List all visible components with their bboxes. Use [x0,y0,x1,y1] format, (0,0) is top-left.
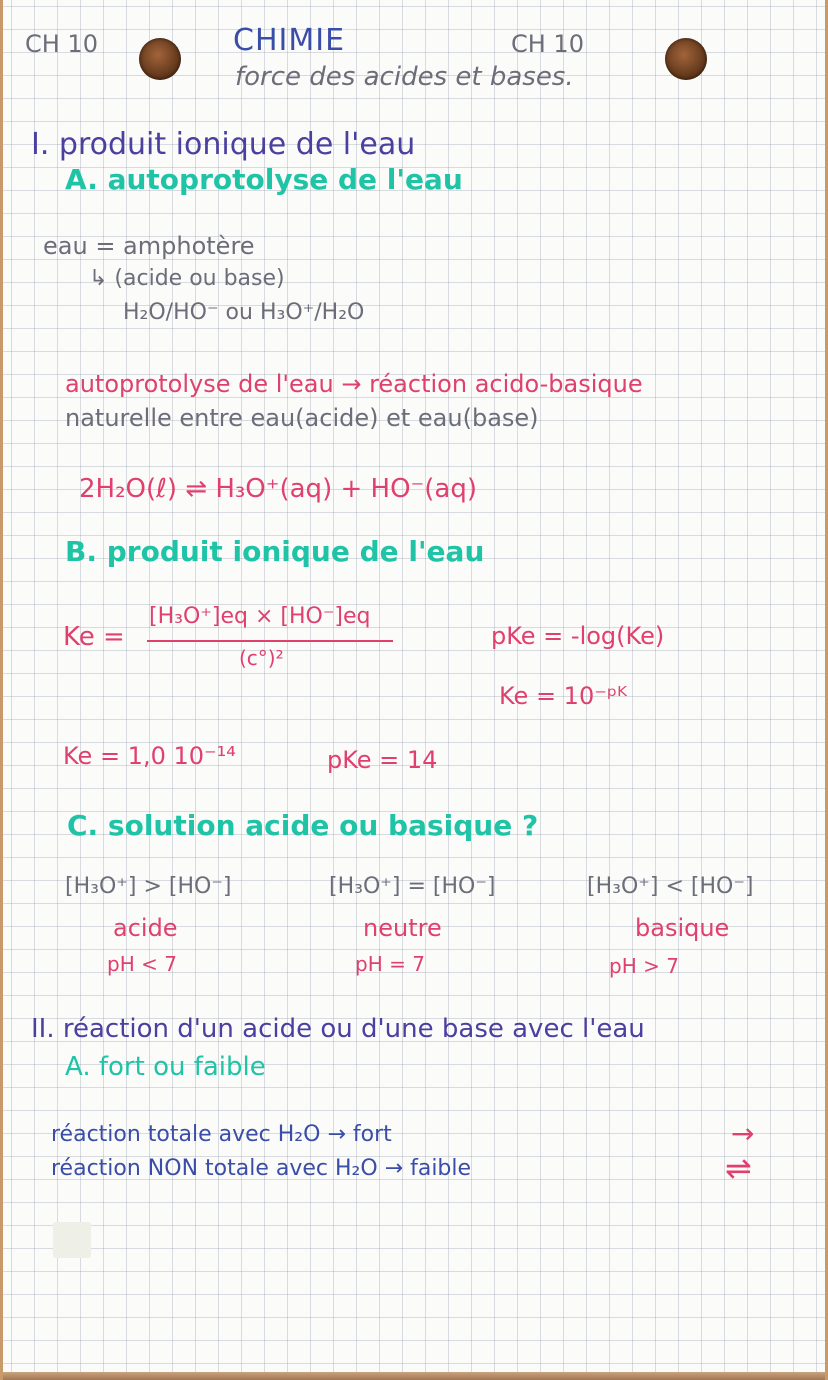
acid-or-base-line: ↳ (acide ou base) [89,266,285,291]
weak-line: réaction NON totale avec H₂O → faible [51,1156,472,1181]
section2a-title: A. fort ou faible [65,1052,266,1082]
amphotere-line: eau = amphotère [43,232,255,260]
subject-title: CHIMIE [233,23,346,58]
case-basic-relation: [H₃O⁺] < [HO⁻] [587,874,754,899]
case-acid-relation: [H₃O⁺] > [HO⁻] [65,874,232,899]
punch-hole-left [139,38,181,80]
punch-hole-right [665,38,707,80]
section1b-title: B. produit ionique de l'eau [65,535,485,568]
section1c-title: C. solution acide ou basique ? [67,809,539,842]
couples-line: H₂O/HO⁻ ou H₃O⁺/H₂O [123,300,365,325]
pke-value: pKe = 14 [327,746,438,774]
case-acid-label: acide [113,914,178,942]
case-basic-ph: pH > 7 [609,954,679,978]
total-arrow: → [731,1117,755,1150]
case-neutral-relation: [H₃O⁺] = [HO⁻] [329,874,496,899]
chapter-right: CH 10 [511,30,584,58]
equilibrium-arrow: ⇌ [725,1149,752,1187]
strong-line: réaction totale avec H₂O → fort [51,1122,392,1147]
section1-title: I. produit ionique de l'eau [31,127,416,162]
ke-label: Ke = [63,622,125,652]
autoprotolyse-def-1: autoprotolyse de l'eau → réaction acido-basique [65,370,643,398]
section1a-title: A. autoprotolyse de l'eau [65,163,463,196]
card-bottom-edge [3,1372,825,1380]
autoprotolyse-equation: 2H₂O(ℓ) ⇌ H₃O⁺(aq) + HO⁻(aq) [79,474,477,504]
fraction-bar [147,640,393,642]
ke-from-pk: Ke = 10⁻ᵖᴷ [499,682,628,710]
ke-numerator: [H₃O⁺]eq × [HO⁻]eq [149,604,371,629]
chapter-left: CH 10 [25,30,98,58]
case-neutral-ph: pH = 7 [355,952,425,976]
ke-value: Ke = 1,0 10⁻¹⁴ [63,742,236,770]
ke-denominator: (c°)² [239,646,284,670]
eraser-smudge [53,1222,91,1258]
case-acid-ph: pH < 7 [107,952,177,976]
case-basic-label: basique [635,914,730,942]
autoprotolyse-def-2: naturelle entre eau(acide) et eau(base) [65,404,539,432]
case-neutral-label: neutre [363,914,442,942]
page-subtitle: force des acides et bases. [235,62,574,92]
section2-title: II. réaction d'un acide ou d'une base avec l'eau [31,1014,645,1044]
pke-definition: pKe = -log(Ke) [491,622,665,650]
